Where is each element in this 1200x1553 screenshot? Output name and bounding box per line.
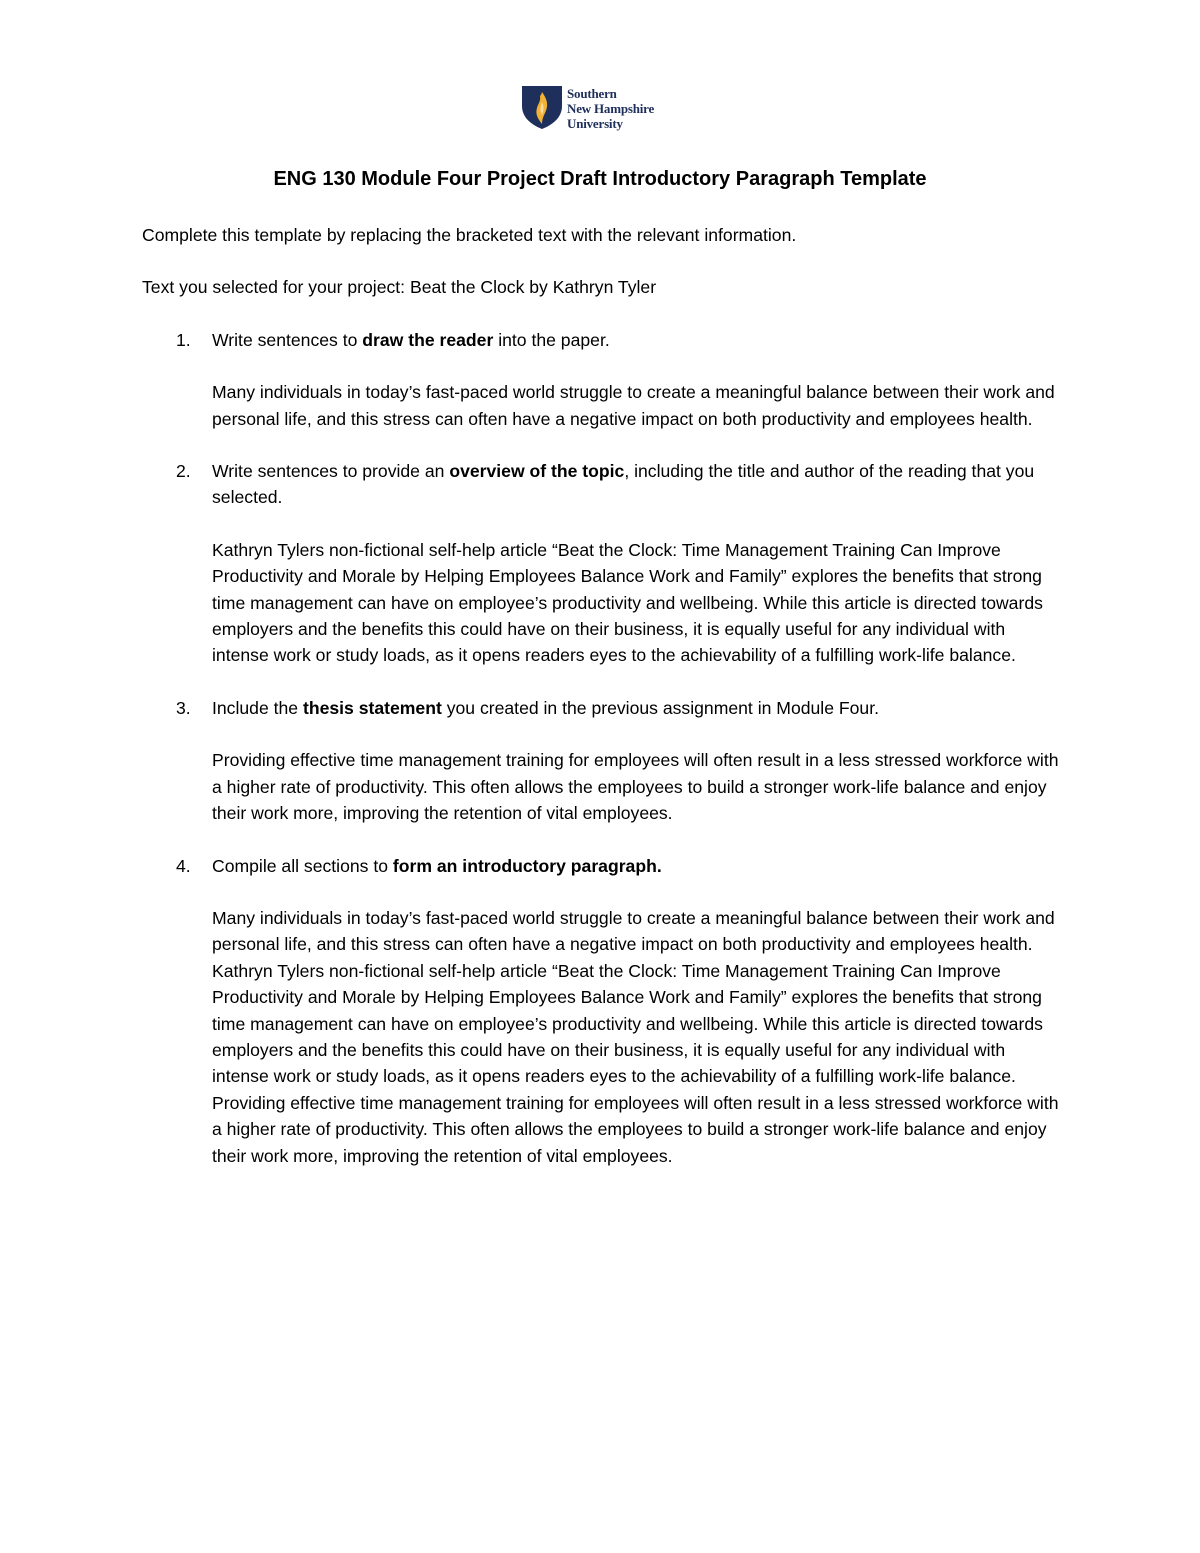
item-answer: Kathryn Tylers non-fictional self-help article “Beat the Clock: Time Management Training Can Improve Productivity and Morale by Helping Employees Balance Work and Family” explores the benefits that strong time management can have on employee’s productivity and wellbeing. While this article is directed towards employers and the benefits this could have on their business, it is equally useful for any individual with intense work or study loads, as it opens readers eyes to the achievability of a fulfilling work-life balance. [212,539,1043,666]
document-body [142,222,1062,1195]
list-number: 4. [176,855,191,876]
prompt-text: you created in the previous assignment in Module Four. [441,697,879,718]
selected-text-value: Beat the Clock by Kathryn Tyler [409,277,657,298]
selected-text-line [142,274,1062,300]
prompt-text: Include the [212,697,303,718]
logo-line-2: New Hampshire [567,101,655,116]
logo-wordmark [567,86,654,131]
item-answer: Many individuals in today’s fast-paced world struggle to create a meaningful balance between their work and personal life, and this stress can often have a negative impact on both productivity and employees health. [212,382,1055,429]
logo-line-1: Southern [567,86,617,101]
list-number: 2. [176,461,191,482]
prompt-text: , including the title and author of the reading that you selected. [212,461,1035,508]
prompt-text: Write sentences to provide an [212,461,450,482]
selected-text-label: Text you selected for your project: [142,277,410,298]
list-item-2 [142,458,1062,669]
list-number: 3. [176,697,191,718]
logo-line-3: University [567,116,623,131]
list-item-1 [142,327,1062,432]
shield-flame-icon [520,84,564,130]
instruction-text: Complete this template by replacing the bracketed text with the relevant information. [142,225,797,245]
item-prompt [212,327,1062,353]
item-answer: Many individuals in today’s fast-paced world struggle to create a meaningful balance between their work and personal life, and this stress can often have a negative impact on both productivity and employees health. Kathryn Tylers non-fictional self-help article “Beat the Clock: Time Management Training Can Improve Productivity and Morale by Helping Employees Balance Work and Family” explores the benefits that strong time management can have on employee’s productivity and wellbeing. While this article is directed towards employers and the benefits this could have on their business, it is equally useful for any individual with intense work or study loads, as it opens readers eyes to the achievability of a fulfilling work-life balance. Providing effective time management training for employees will often result in a less stressed workforce with a higher rate of productivity. This often allows the employees to build a stronger work-life balance and enjoy their work more, improving the retention of vital employees. [212,907,1059,1166]
snhu-logo [520,84,700,134]
item-answer: Providing effective time management training for employees will often result in a less stressed workforce with a higher rate of productivity. This often allows the employees to build a stronger work-life balance and enjoy their work more, improving the retention of vital employees. [212,750,1059,824]
item-prompt [212,853,1062,879]
prompt-text: into the paper. [493,329,610,350]
item-prompt [212,695,1062,721]
list-number: 1. [176,329,191,350]
prompt-bold: thesis statement [302,697,442,718]
list-item-4 [142,853,1062,1169]
prompt-bold: draw the reader [362,329,494,350]
list-item-3 [142,695,1062,827]
prompt-text: Compile all sections to [212,855,393,876]
prompt-bold: form an introductory paragraph. [392,855,662,876]
document-title: ENG 130 Module Four Project Draft Introductory Paragraph Template [273,168,927,190]
prompt-bold: overview of the topic [449,461,625,482]
item-prompt [212,458,1062,511]
prompt-text: Write sentences to [212,329,363,350]
